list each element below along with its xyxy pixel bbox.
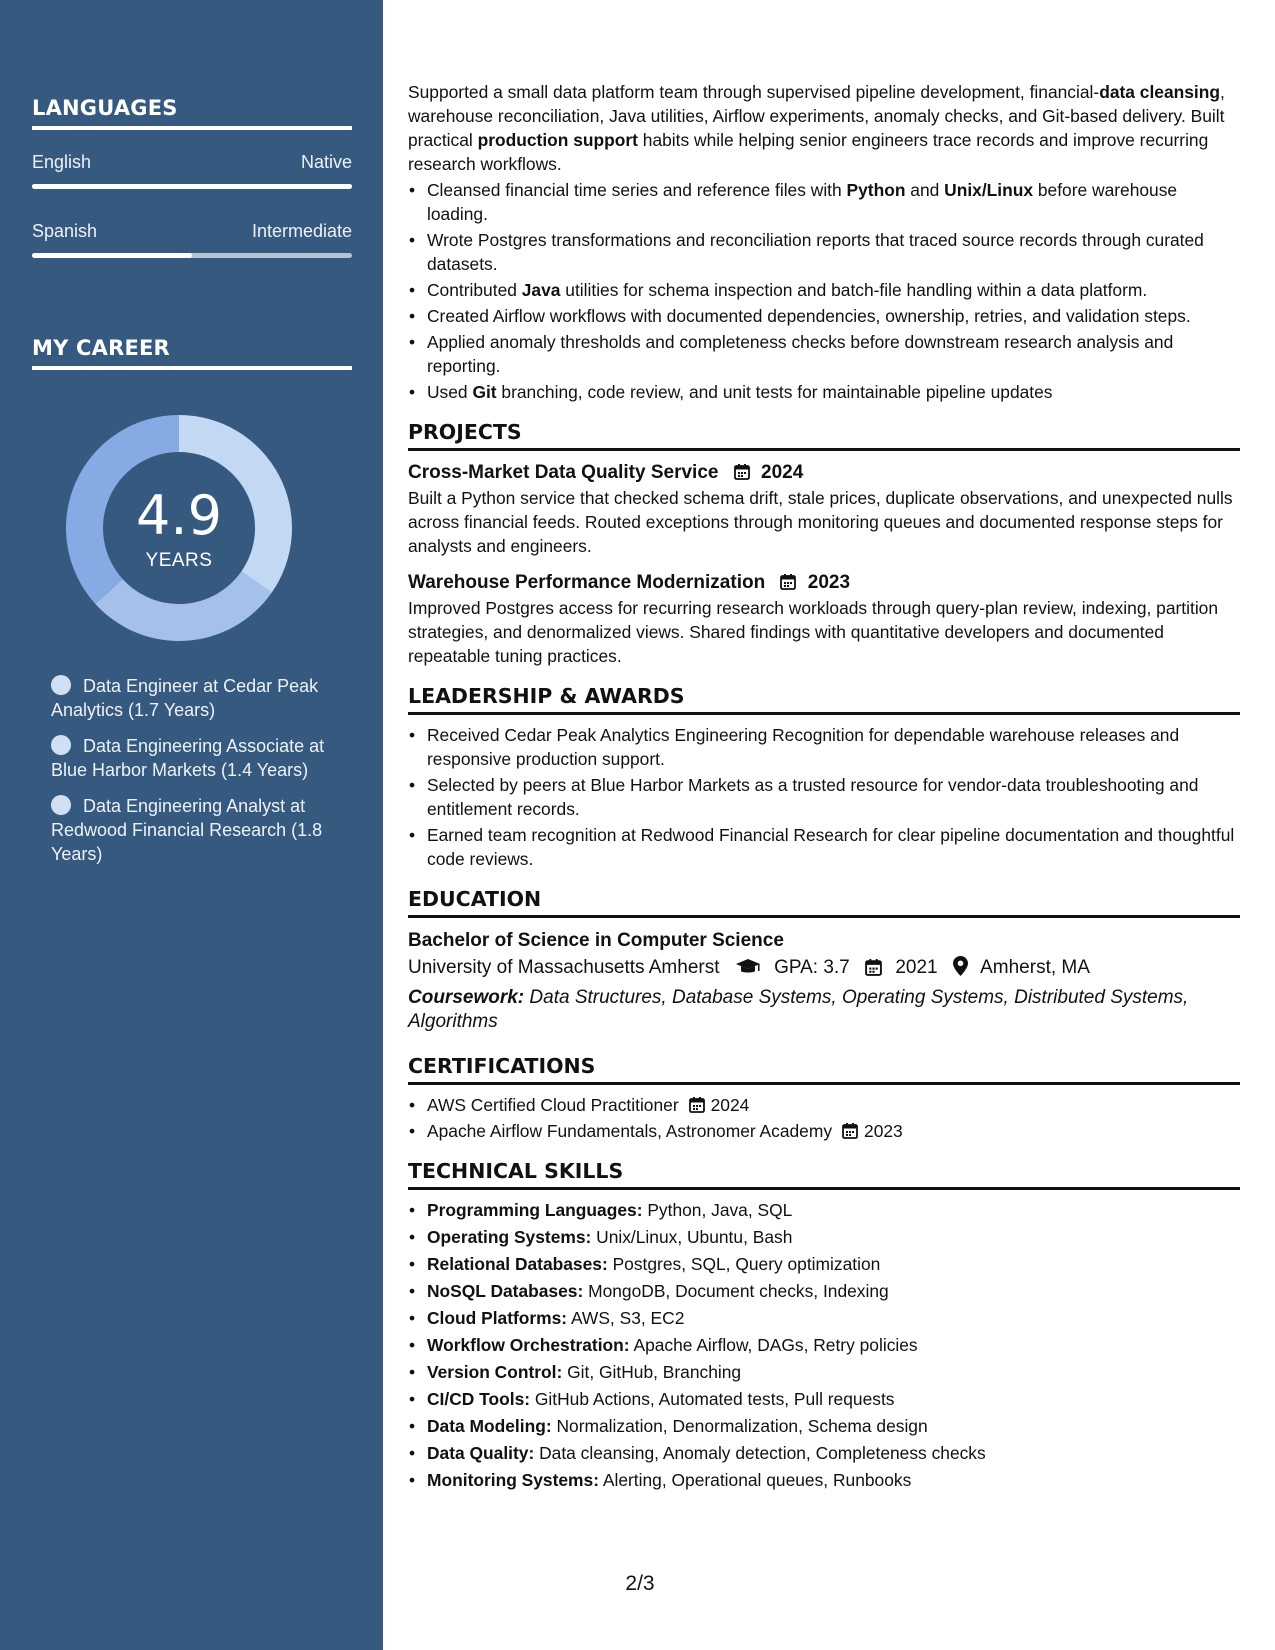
skill-label: Cloud Platforms: [427, 1308, 568, 1328]
skill-label: Relational Databases: [427, 1254, 608, 1274]
experience-bullet [408, 330, 1240, 378]
career-role-item [51, 794, 341, 866]
text-run: and [905, 180, 945, 200]
career-heading: MY CAREER [32, 336, 170, 360]
project-year: 2024 [761, 462, 804, 483]
leadership-heading: LEADERSHIP & AWARDS [408, 684, 1240, 715]
language-bar-fill [32, 253, 192, 258]
certifications-list [408, 1093, 1240, 1143]
experience-bullet [408, 178, 1240, 226]
certifications-heading: CERTIFICATIONS [408, 1054, 1240, 1085]
education-heading: EDUCATION [408, 887, 1240, 918]
skill-item [408, 1279, 1240, 1303]
location-pin-icon [953, 956, 968, 976]
language-name: Spanish [32, 221, 98, 241]
experience-bullets [408, 178, 1240, 404]
skill-value: Data cleansing, Anomaly detection, Completeness checks [534, 1443, 986, 1463]
skill-item [408, 1360, 1240, 1384]
text-run: Created Airflow workflows with documented dependencies, ownership, retries, and validation steps. [427, 306, 1191, 326]
sidebar [0, 0, 383, 1650]
certification-item [408, 1119, 1240, 1143]
experience-bullet [408, 228, 1240, 276]
project-description: Improved Postgres access for recurring research workloads through query-plan review, indexing, partition strategies, and denormalized views. Shared findings with quantitative developers and documented repeatable tuning practices. [408, 598, 1219, 666]
donut-slice [95, 571, 271, 641]
text-run: Cleansed financial time series and reference files with [427, 180, 847, 200]
skill-label: Monitoring Systems: [427, 1470, 599, 1490]
languages-heading: LANGUAGES [32, 96, 178, 120]
calendar-icon [842, 1122, 858, 1139]
language-level: Intermediate [251, 221, 352, 241]
education-degree: Bachelor of Science in Computer Science [408, 930, 784, 951]
skill-item [408, 1333, 1240, 1357]
skill-item [408, 1225, 1240, 1249]
skill-value: Normalization, Denormalization, Schema design [551, 1416, 928, 1436]
experience-bullet [408, 304, 1240, 328]
text-run: before warehouse loading. [427, 180, 1178, 224]
career-role-dot [51, 795, 71, 815]
career-role-label: Data Engineer at Cedar Peak Analytics (1.7 Years) [51, 676, 319, 720]
language-bar-english [32, 184, 352, 189]
project-description: Built a Python service that checked schema drift, stale prices, duplicate observations, and unexpected nulls across financial feeds. Routed exceptions through monitoring queues and documented response steps for analysts and engineers. [408, 488, 1233, 556]
graduation-cap-icon [735, 958, 761, 976]
career-total-unit: YEARS [145, 550, 213, 571]
certification-item [408, 1093, 1240, 1117]
skill-label: Programming Languages: [427, 1200, 643, 1220]
project-title: Warehouse Performance Modernization [408, 572, 766, 593]
language-name: English [32, 152, 92, 172]
bold-text: Python [846, 180, 906, 200]
bold-text: Java [521, 280, 561, 300]
leadership-item: • Selected by peers at Blue Harbor Markets as a trusted resource for vendor-data troubleshooting and entitlement records. [408, 773, 1240, 821]
bold-text: Unix/Linux [944, 180, 1034, 200]
skills-list [408, 1198, 1240, 1492]
career-role-dot [51, 675, 71, 695]
bold-text: data cleansing [1099, 82, 1221, 102]
experience-bullet [408, 278, 1240, 302]
skill-label: Workflow Orchestration: [427, 1335, 630, 1355]
skill-label: CI/CD Tools: [427, 1389, 531, 1409]
skill-item [408, 1306, 1240, 1330]
skill-item [408, 1198, 1240, 1222]
career-role-label: Data Engineering Analyst at Redwood Financial Research (1.8 Years) [51, 796, 323, 864]
education-details [408, 954, 1240, 982]
text-run: branching, code review, and unit tests for maintainable pipeline updates [496, 382, 1053, 402]
skill-value: Python, Java, SQL [642, 1200, 793, 1220]
skill-label: Data Quality: [427, 1443, 535, 1463]
career-role-item [51, 674, 341, 722]
language-bar-spanish [32, 253, 352, 258]
skill-item [408, 1468, 1240, 1492]
bold-text: Git [472, 382, 497, 402]
text-run: habits while helping senior engineers trace records and improve recurring research workflows. [408, 130, 1209, 174]
text-run: Wrote Postgres transformations and reconciliation reports that traced source records through curated datasets. [427, 230, 1204, 274]
experience-bullet [408, 380, 1240, 404]
language-level: Native [300, 152, 352, 172]
certification-name: AWS Certified Cloud Practitioner [427, 1095, 679, 1115]
calendar-icon [689, 1096, 705, 1113]
skill-label: Data Modeling: [427, 1416, 552, 1436]
skill-value: MongoDB, Document checks, Indexing [583, 1281, 889, 1301]
languages-rule [32, 126, 352, 130]
education-gpa: GPA: 3.7 [774, 957, 850, 978]
coursework-label: Coursework: [408, 987, 525, 1008]
education-location: Amherst, MA [980, 957, 1090, 978]
text-run: , warehouse reconciliation, Java utilities, Airflow experiments, anomaly checks, and Git-based delivery. Built practical [408, 82, 1225, 150]
skill-value: Unix/Linux, Ubuntu, Bash [591, 1227, 793, 1247]
education-school: University of Massachusetts Amherst [408, 957, 720, 978]
skill-value: Git, GitHub, Branching [562, 1362, 742, 1382]
leadership-item: • Earned team recognition at Redwood Financial Research for clear pipeline documentation and thoughtful code reviews. [408, 823, 1240, 871]
skill-item [408, 1441, 1240, 1465]
career-role-item [51, 734, 341, 782]
skill-value: Postgres, SQL, Query optimization [607, 1254, 881, 1274]
skill-value: AWS, S3, EC2 [567, 1308, 685, 1328]
experience-summary [408, 80, 1240, 176]
skill-item [408, 1414, 1240, 1438]
text-run: Supported a small data platform team through supervised pipeline development, financial- [408, 82, 1100, 102]
leadership-list [408, 723, 1240, 871]
career-role-dot [51, 735, 71, 755]
text-run: Applied anomaly thresholds and completeness checks before downstream research analysis and reporting. [427, 332, 1174, 376]
career-roles-list [51, 674, 341, 878]
leadership-item: • Received Cedar Peak Analytics Engineering Recognition for dependable warehouse releases and responsive production support. [408, 723, 1240, 771]
skill-label: NoSQL Databases: [427, 1281, 584, 1301]
certification-year: 2024 [710, 1095, 750, 1115]
text-run: Used [427, 382, 473, 402]
skill-value: Apache Airflow, DAGs, Retry policies [629, 1335, 918, 1355]
skill-label: Operating Systems: [427, 1227, 592, 1247]
project-title: Cross-Market Data Quality Service [408, 462, 719, 483]
certification-name: Apache Airflow Fundamentals, Astronomer Academy [427, 1121, 833, 1141]
text-run: utilities for schema inspection and batch-file handling within a data platform. [560, 280, 1148, 300]
main-content [408, 80, 1240, 1495]
education-year: 2021 [895, 957, 938, 978]
project-title-row [408, 570, 1240, 596]
skill-item [408, 1387, 1240, 1411]
calendar-icon [780, 573, 796, 590]
calendar-icon [865, 958, 882, 976]
projects-heading: PROJECTS [408, 420, 1240, 451]
education-coursework [408, 986, 1240, 1034]
language-row-spanish [32, 221, 352, 242]
career-total-years: 4.9 [136, 484, 222, 547]
language-row-english [32, 152, 352, 173]
coursework-list: Data Structures, Database Systems, Operating Systems, Distributed Systems, Algorithms [408, 987, 1189, 1032]
language-bar-fill [32, 184, 352, 189]
bold-text: production support [477, 130, 638, 150]
skill-value: GitHub Actions, Automated tests, Pull requests [530, 1389, 895, 1409]
skill-label: Version Control: [427, 1362, 563, 1382]
text-run: Contributed [427, 280, 522, 300]
career-rule [32, 366, 352, 370]
project-year: 2023 [807, 572, 851, 593]
page-number: 2/3 [625, 1572, 655, 1595]
project-title-row [408, 460, 1240, 486]
skill-value: Alerting, Operational queues, Runbooks [599, 1470, 912, 1490]
calendar-icon [734, 463, 750, 480]
certification-year: 2023 [864, 1121, 903, 1141]
career-role-label: Data Engineering Associate at Blue Harbor Markets (1.4 Years) [51, 736, 325, 780]
skill-item [408, 1252, 1240, 1276]
skills-heading: TECHNICAL SKILLS [408, 1159, 1240, 1190]
